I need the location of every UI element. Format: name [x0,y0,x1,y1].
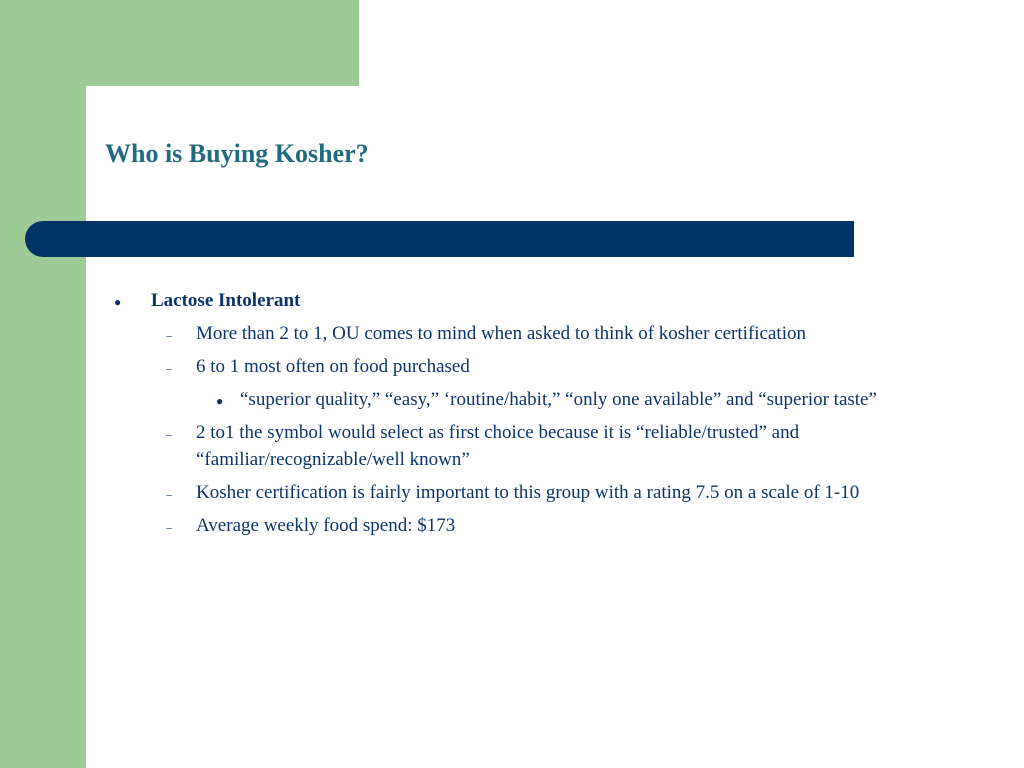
list-item: Kosher certification is fairly important to this group with a rating 7.5 on a scale of 1-10 [196,482,860,503]
list-item: “superior quality,” “easy,” ‘routine/habit,” “only one available” and “superior taste” [240,389,877,410]
list-item: Average weekly food spend: $173 [196,515,456,536]
dash-icon: – [166,427,172,441]
dash-icon: – [166,328,172,342]
slide-title: Who is Buying Kosher? [105,139,369,168]
bullet-icon: ● [216,394,224,408]
list-item: More than 2 to 1, OU comes to mind when asked to think of kosher certification [196,323,806,344]
list-item-continuation: “familiar/recognizable/well known” [196,449,470,470]
dash-icon: – [166,487,172,501]
list-item: 2 to1 the symbol would select as first choice because it is “reliable/trusted” and [196,422,800,443]
heading-lactose-intolerant: Lactose Intolerant [151,290,301,311]
list-item: 6 to 1 most often on food purchased [196,356,470,377]
bullet-icon: ● [114,295,122,309]
dash-icon: – [166,361,172,375]
dash-icon: – [166,520,172,534]
